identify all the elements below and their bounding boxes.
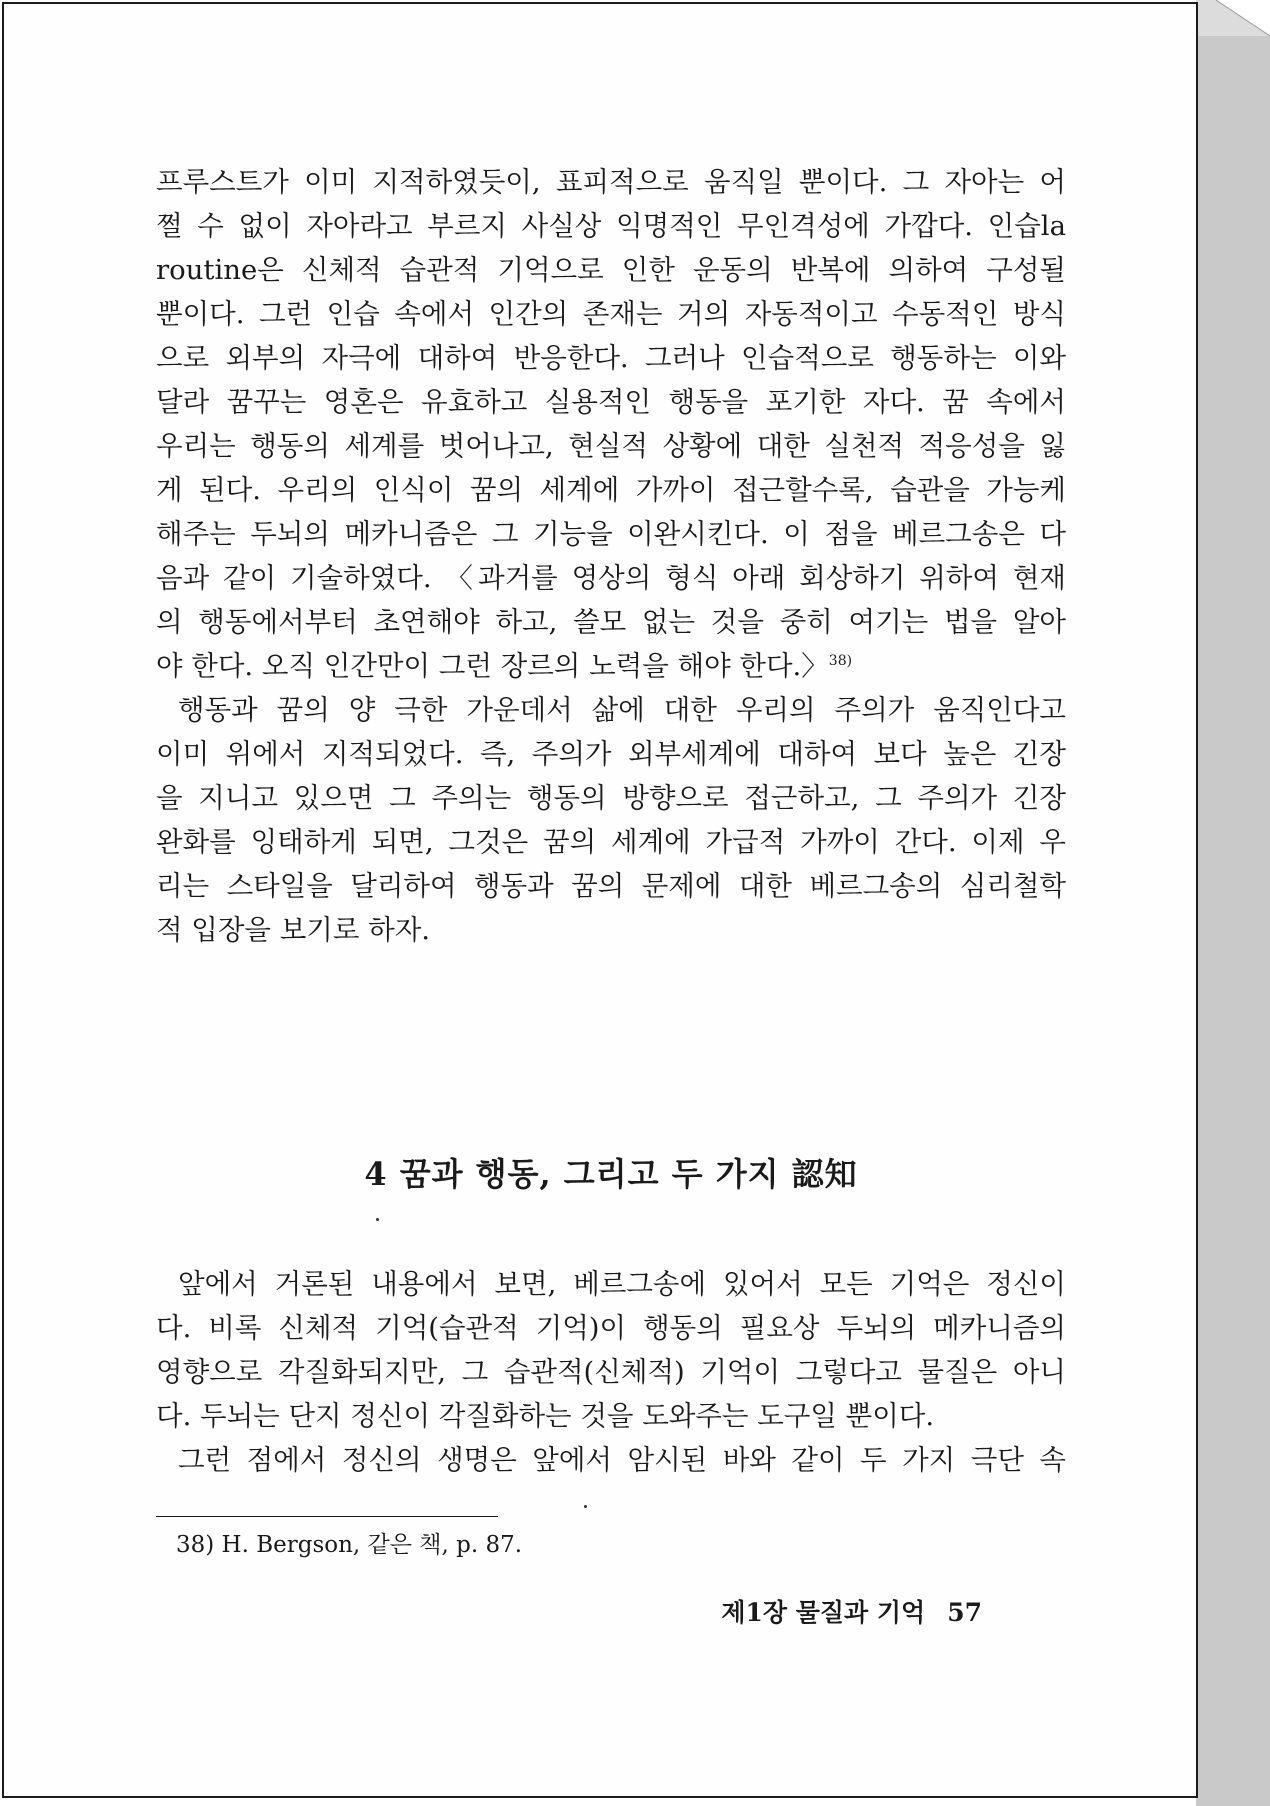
body-line-12 <box>156 644 1066 688</box>
section-line-2: 다. 비록 신체적 기억(습관적 기억)이 행동의 필요상 두뇌의 메카니즘의 <box>156 1312 1066 1344</box>
footnote-reference: 38) <box>828 653 853 669</box>
page-number: 57 <box>947 1598 982 1627</box>
body-line-2: 쩔 수 없이 자아라고 부르지 사실상 익명적인 무인격성에 가깝다. 인습la <box>156 210 1066 242</box>
body-line-9: 해주는 두뇌의 메카니즘은 그 기능을 이완시킨다. 이 점을 베르그송은 다 <box>156 518 1066 550</box>
body-line-14: 이미 위에서 지적되었다. 즉, 주의가 외부세계에 대하여 보다 높은 긴장 <box>156 738 1066 770</box>
body-line-4: 뿐이다. 그런 인습 속에서 인간의 존재는 거의 자동적이고 수동적인 방식 <box>156 298 1066 330</box>
body-line-18: 적 입장을 보기로 하자. <box>156 914 431 946</box>
book-page-stack-edge <box>1196 0 1270 1806</box>
body-line-5: 으로 외부의 자극에 대하여 반응한다. 그러나 인습적으로 행동하는 이와 <box>156 342 1066 374</box>
chapter-title: 제1장 물질과 기억 <box>721 1598 926 1627</box>
scan-speck <box>376 1218 379 1221</box>
footnote: 38) H. Bergson, 같은 책, p. 87. <box>176 1532 523 1558</box>
book-page <box>2 2 1198 1798</box>
footnote-divider <box>156 1516 498 1517</box>
body-line-12-text: 야 한다. 오직 인간만이 그런 장르의 노력을 해야 한다.〉 <box>156 650 829 682</box>
body-line-8: 게 된다. 우리의 인식이 꿈의 세계에 가까이 접근할수록, 습관을 가능케 <box>156 474 1066 506</box>
body-line-15: 을 지니고 있으면 그 주의는 행동의 방향으로 접근하고, 그 주의가 긴장 <box>156 782 1066 814</box>
body-line-11: 의 행동에서부터 초연해야 하고, 쓸모 없는 것을 중히 여기는 법을 알아 <box>156 606 1066 638</box>
running-footer <box>721 1596 982 1630</box>
body-line-1: 프루스트가 이미 지적하였듯이, 표피적으로 움직일 뿐이다. 그 자아는 어 <box>156 166 1066 198</box>
section-line-5: 그런 점에서 정신의 생명은 앞에서 암시된 바와 같이 두 가지 극단 속 <box>178 1444 1066 1476</box>
section-line-3: 영향으로 각질화되지만, 그 습관적(신체적) 기억이 그렇다고 물질은 아니 <box>156 1356 1066 1388</box>
body-line-16: 완화를 잉태하게 되면, 그것은 꿈의 세계에 가급적 가까이 간다. 이제 우 <box>156 826 1066 858</box>
section-line-4: 다. 두뇌는 단지 정신이 각질화하는 것을 도와주는 도구일 뿐이다. <box>156 1400 935 1432</box>
body-line-3: routine은 신체적 습관적 기억으로 인한 운동의 반복에 의하여 구성될 <box>156 254 1066 286</box>
section-line-1: 앞에서 거론된 내용에서 보면, 베르그송에 있어서 모든 기억은 정신이 <box>178 1268 1066 1300</box>
scan-speck <box>584 1505 587 1508</box>
body-line-7: 우리는 행동의 세계를 벗어나고, 현실적 상황에 대한 실천적 적응성을 잃 <box>156 430 1066 462</box>
body-line-17: 리는 스타일을 달리하여 행동과 꿈의 문제에 대한 베르그송의 심리철학 <box>156 870 1066 902</box>
body-line-13: 행동과 꿈의 양 극한 가운데서 삶에 대한 우리의 주의가 움직인다고 <box>178 694 1066 726</box>
section-heading: 4 꿈과 행동, 그리고 두 가지 認知 <box>364 1155 858 1193</box>
body-line-10: 음과 같이 기술하였다. 〈과거를 영상의 형식 아래 회상하기 위하여 현재 <box>156 562 1066 594</box>
body-line-6: 달라 꿈꾸는 영혼은 유효하고 실용적인 행동을 포기한 자다. 꿈 속에서 <box>156 386 1066 418</box>
